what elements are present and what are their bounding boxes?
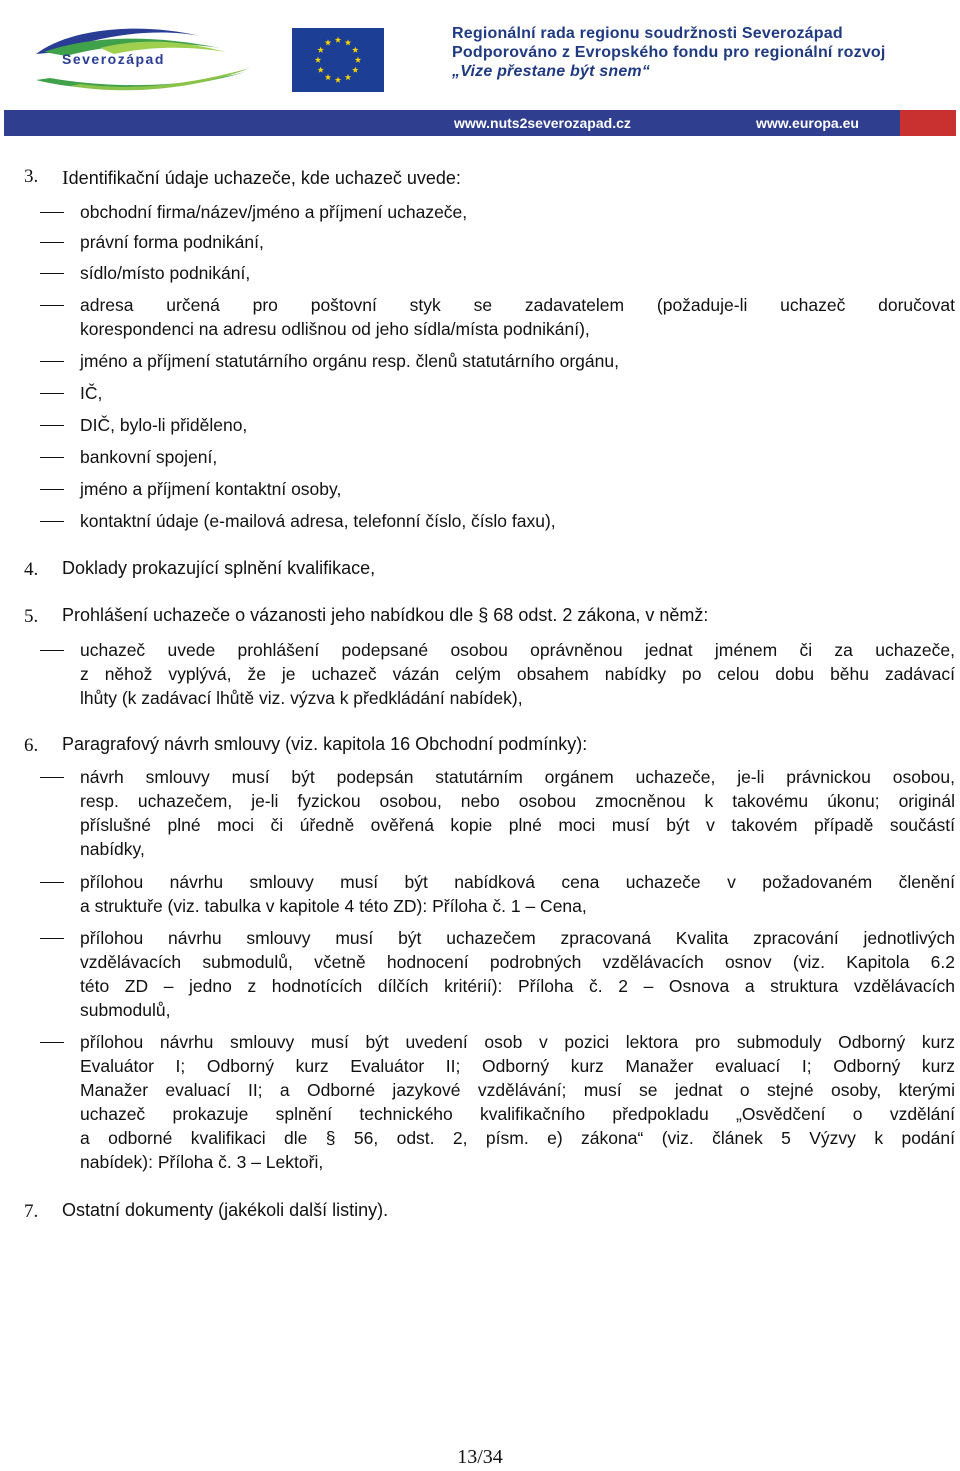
section-number: 6. xyxy=(24,735,39,756)
list-item xyxy=(80,200,955,224)
list-item xyxy=(80,293,955,341)
header-line-fund: Podporováno z Evropského fondu pro regionální rozvoj xyxy=(452,44,886,61)
list-item xyxy=(80,926,955,1022)
section-title xyxy=(62,167,461,190)
logo-text: Severozápad xyxy=(62,51,165,67)
list-item-text: IČ, xyxy=(80,383,103,403)
list-item-text: lhůty (k zadávací lhůtě viz. výzva k předkládání nabídek), xyxy=(80,688,523,708)
list-item xyxy=(80,638,955,710)
header-line-motto: „Vize přestane být snem“ xyxy=(452,63,651,80)
section-number: 3. xyxy=(24,166,39,187)
bullet-dash xyxy=(40,882,64,883)
bullet-dash xyxy=(40,1042,64,1043)
bullet-dash xyxy=(40,361,64,362)
section-title: Prohlášení uchazeče o vázanosti jeho nabídkou dle § 68 odst. 2 zákona, v němž: xyxy=(62,605,709,625)
list-item-text: resp. uchazečem, je-li fyzickou osobou, nebo osobou zmocněnou k takovému úkonu; originál xyxy=(80,791,955,811)
list-item xyxy=(80,230,955,254)
list-item-text: Manažer evaluací II; a Odborné jazykové vzdělávání; musí se jednat o stejné osoby, kterými xyxy=(80,1080,955,1100)
list-item xyxy=(80,413,955,437)
header-bar xyxy=(4,110,956,136)
list-item-text: návrh smlouvy musí být podepsán statutárním orgánem uchazeče, je-li právnickou osobou, xyxy=(80,767,955,787)
header-line-council: Regionální rada regionu soudržnosti Severozápad xyxy=(452,25,843,42)
page-number: 13/34 xyxy=(457,1446,503,1468)
list-item xyxy=(80,1030,955,1174)
list-item-text: uchazeč uvede prohlášení podepsané osobou oprávněnou jednat jménem či za uchazeče, xyxy=(80,640,955,660)
list-item-text: submodulů, xyxy=(80,1000,171,1020)
list-item-text: bankovní spojení, xyxy=(80,447,218,467)
list-item xyxy=(80,261,955,285)
list-item xyxy=(80,765,955,861)
list-item-text: nabídky, xyxy=(80,839,145,859)
page-header xyxy=(0,0,960,140)
bullet-dash xyxy=(40,521,64,522)
list-item-text: DIČ, bylo-li přiděleno, xyxy=(80,415,248,435)
section-title: Ostatní dokumenty (jakékoli další listiny). xyxy=(62,1200,389,1220)
europa-link[interactable]: www.europa.eu xyxy=(756,115,859,131)
list-item-text: sídlo/místo podnikání, xyxy=(80,263,251,283)
section-title: Paragrafový návrh smlouvy (viz. kapitola 16 Obchodní podmínky): xyxy=(62,734,588,754)
bullet-dash xyxy=(40,457,64,458)
list-item-text: Evaluátor I; Odborný kurz Evaluátor II; Odborný kurz Manažer evaluací I; Odborný kurz xyxy=(80,1056,955,1076)
list-item-text: vzdělávacích submodulů, včetně hodnocení podrobných vzdělávacích osnov (viz. Kapitola 6.2 xyxy=(80,952,955,972)
list-item-text: adresa určená pro poštovní styk se zadavatelem (požaduje-li uchazeč doručovat xyxy=(80,295,955,315)
list-item-text: obchodní firma/název/jméno a příjmení uchazeče, xyxy=(80,202,468,222)
list-item-text: této ZD – jedno z hodnotících dílčích kritérií): Příloha č. 2 – Osnova a struktura vzdělávacích xyxy=(80,976,955,996)
section-number: 7. xyxy=(24,1201,39,1222)
list-item-text: přílohou návrhu smlouvy musí být nabídková cena uchazeče v požadovaném členění xyxy=(80,872,955,892)
list-item-text: příslušné plné moci či úředně ověřená kopie plné moci musí být v takovém případě součástí xyxy=(80,815,955,835)
list-item xyxy=(80,509,955,533)
bullet-dash xyxy=(40,305,64,306)
list-item xyxy=(80,349,955,373)
section-number: 5. xyxy=(24,606,39,627)
eu-flag-icon xyxy=(292,28,384,92)
bullet-dash xyxy=(40,393,64,394)
nuts2-link[interactable]: www.nuts2severozapad.cz xyxy=(454,115,631,131)
section-title-initial: I xyxy=(62,167,69,189)
bullet-dash xyxy=(40,425,64,426)
bullet-dash xyxy=(40,212,64,213)
header-bar-accent xyxy=(900,110,956,136)
list-item-text: jméno a příjmení kontaktní osoby, xyxy=(80,479,342,499)
bullet-dash xyxy=(40,777,64,778)
list-item-text: a struktuře (viz. tabulka v kapitole 4 této ZD): Příloha č. 1 – Cena, xyxy=(80,896,587,916)
section-title: Doklady prokazující splnění kvalifikace, xyxy=(62,558,376,578)
list-item-text: nabídek): Příloha č. 3 – Lektoři, xyxy=(80,1152,324,1172)
bullet-dash xyxy=(40,242,64,243)
list-item-text: z něhož vyplývá, že je uchazeč vázán celým obsahem nabídky po celou dobu běhu zadávací xyxy=(80,664,955,684)
list-item-text: uchazeč prokazuje splnění technického kvalifikačního předpokladu „Osvědčení o vzdělání xyxy=(80,1104,955,1124)
list-item-text: kontaktní údaje (e-mailová adresa, telefonní číslo, číslo faxu), xyxy=(80,511,556,531)
section-title-text: dentifikační údaje uchazeče, kde uchazeč uvede: xyxy=(68,168,461,188)
section-number: 4. xyxy=(24,559,39,580)
list-item-text: a odborné kvalifikaci dle § 56, odst. 2, písm. e) zákona“ (viz. článek 5 Výzvy k podání xyxy=(80,1128,955,1148)
list-item-text: přílohou návrhu smlouvy musí být uchazečem zpracovaná Kvalita zpracování jednotlivých xyxy=(80,928,955,948)
bullet-dash xyxy=(40,489,64,490)
header-text-block xyxy=(452,24,886,81)
list-item xyxy=(80,870,955,918)
list-item xyxy=(80,445,955,469)
bullet-dash xyxy=(40,650,64,651)
list-item xyxy=(80,381,955,405)
list-item-text: korespondenci na adresu odlišnou od jeho sídla/místa podnikání), xyxy=(80,319,590,339)
list-item-text: jméno a příjmení statutárního orgánu resp. členů statutárního orgánu, xyxy=(80,351,619,371)
bullet-dash xyxy=(40,273,64,274)
list-item-text: přílohou návrhu smlouvy musí být uvedení osob v pozici lektora pro submoduly Odborný kurz xyxy=(80,1032,955,1052)
list-item-text: právní forma podnikání, xyxy=(80,232,264,252)
list-item xyxy=(80,477,955,501)
bullet-dash xyxy=(40,938,64,939)
